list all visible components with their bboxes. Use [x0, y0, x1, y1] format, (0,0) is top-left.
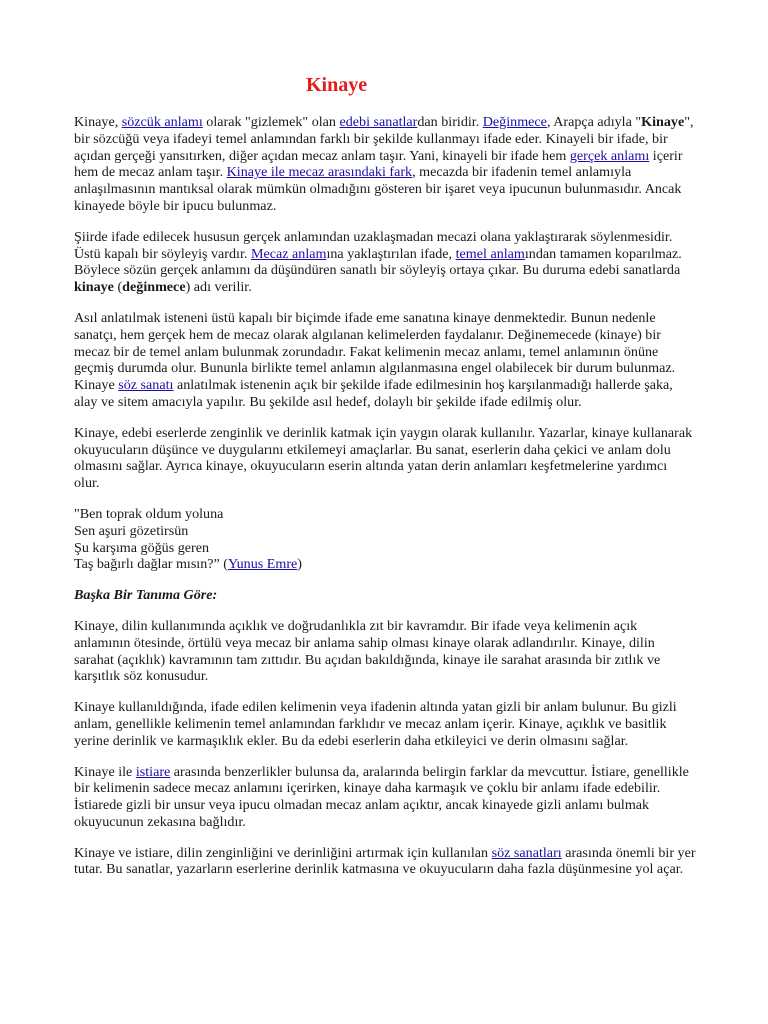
paragraph-1 — [74, 114, 696, 215]
document-page — [74, 70, 696, 878]
poem-line: "Ben toprak oldum yoluna — [74, 505, 224, 522]
paragraph-2 — [74, 229, 696, 296]
text: arasında önemli bir yer tutar. Bu sanatlar, yazarların eserlerine derinlik katmasına ve okuyucuların daha fazla düşünmesine yol açar. — [74, 844, 696, 878]
text: anlatılmak istenenin açık bir şekilde ifade edilmesinin hoş karşılanmadığı hallerde şaka, alay ve sitem amacıyla yapılır. Bu şekilde asıl hedef, dolaylı bir şekilde ifade edilmiş olur. — [74, 377, 673, 410]
text: Kinaye, — [74, 114, 122, 130]
link-kinaye-mecaz-fark[interactable]: Kinaye ile mecaz arasındaki fark — [226, 164, 413, 181]
paragraph-5: Kinaye, dilin kullanımında açıklık ve doğrudanlıkla zıt bir kavramdır. Bir ifade veya kelimenin açık anlamının ötesinde, örtülü veya mecaz bir anlama sahip olması kinaye olarak adlandırılır. Kinaye, dilin sarahat (açıklık) kavramının tam zıttıdır. Bu açıdan bakıldığında, kinaye ile sarahat arasında bir zıtlık ve karşıtlık söz konusudur. — [74, 617, 661, 685]
bold-term: Kinaye — [641, 114, 685, 130]
text: Kinaye ile — [74, 763, 136, 780]
link-deginmece[interactable]: Değinmece — [482, 114, 547, 130]
paragraph-7 — [74, 764, 696, 831]
text: , Arapça adıyla " — [546, 114, 642, 130]
text: , mecazda bir ifadenin temel anlamıyla anlaşılmasının mantıksal olarak mümkün olmadığını gösteren bir işaret veya ipucunun bulunmasıdır. Ancak kinayede böyle bir ipucu bulunmaz. — [74, 164, 682, 214]
text: Şiirde ifade edilecek hususun gerçek anlamından uzaklaşmadan mecazi olana yaklaştırarak söylenmesidir. Üstü kapalı bir söyleyiş vardır. — [74, 228, 673, 262]
section-subheading: Başka Bir Tanıma Göre: — [74, 587, 218, 604]
poem-line: Şu karşıma göğüs geren — [74, 539, 210, 556]
link-istiare[interactable]: istiare — [135, 763, 171, 780]
text: dan biridir. — [417, 114, 483, 130]
link-sozcuk-anlami[interactable]: sözcük anlamı — [121, 114, 203, 130]
text: arasında benzerlikler bulunsa da, aralarında belirgin farklar da mevcuttur. İstiare, genellikle bir kelimenin sadece mecaz anlamını içerirken, kinaye daha karmaşık ve çoklu bir anlamı ifade edebilir. İstiarede gizli bir unsur veya ipucu olmadan mecaz anlam açıktır, ancak kinayede gizli anlamı bulmak okuyucunun zekasına bağlıdır. — [74, 763, 689, 830]
text: ( — [113, 279, 123, 296]
text: ından tamamen koparılmaz. Böylece sözün gerçek anlamını da düşündüren sanatlı bir söyleyiş ortaya çıkar. Bu duruma edebi sanatlarda — [74, 245, 682, 279]
poem-line: Sen aşuri gözetirsün — [74, 522, 189, 539]
paragraph-6: Kinaye kullanıldığında, ifade edilen kelimenin veya ifadenin altında yatan gizli bir anlam bulunur. Bu gizli anlam, genellikle kelimenin temel anlamından farklıdır ve mecaz anlam içerir. Kinaye, açıklık ve basitlik yerine derinlik ve karmaşıklık ekler. Bu da edebi eserlerin daha etkileyici ve derin olmasını sağlar. — [74, 699, 677, 749]
text: ) — [297, 556, 302, 573]
page-title: Kinaye — [306, 74, 368, 96]
link-soz-sanatlari[interactable]: söz sanatları — [491, 844, 562, 861]
bold-term: kinaye — [74, 279, 114, 296]
paragraph-3 — [74, 310, 696, 411]
link-temel-anlam[interactable]: temel anlam — [455, 245, 525, 262]
paragraph-8 — [74, 845, 696, 879]
text: içerir hem de mecaz anlam taşır. — [74, 147, 683, 181]
text: Kinaye ve istiare, dilin zenginliğini ve derinliğini artırmak için kullanılan — [74, 844, 492, 861]
link-gercek-anlami[interactable]: gerçek anlamı — [569, 147, 650, 164]
text: Asıl anlatılmak isteneni üstü kapalı bir biçimde ifade eme sanatına kinaye denmektedir. Bunun nedenle sanatçı, hem gerçek hem de mecaz olarak algılanan kelimelerden faydalanır. Değinemecede (kinaye) bir mecaz bir de temel anlam bulunmak zorundadır. Fakat kelimenin mecaz anlamı, temel anlamının önüne geçmiş durumda olur. Bununla birlikte temel anlamın algılanmasına engel olabilecek bir durum bulunmaz. Kinaye — [74, 309, 676, 394]
text: olarak "gizlemek" olan — [202, 114, 340, 130]
paragraph-4: Kinaye, edebi eserlerde zenginlik ve derinlik katmak için yaygın olarak kullanılır. Yazarlar, kinaye kullanarak okuyucuların düşünce ve duygularını etkilemeyi amaçlarlar. Bu sanat, eserlerin daha çekici ve anlam dolu olmasını sağlar. Ayrıca kinaye, okuyucuların eserin altında yatan derin anlamları keşfetmelerine yardımcı olur. — [74, 424, 693, 492]
text: ına yaklaştırılan ifade, — [326, 245, 456, 262]
link-mecaz-anlam[interactable]: Mecaz anlam — [250, 245, 327, 262]
text: ", bir sözcüğü veya ifadeyi temel anlamından farklı bir şekilde kullanmayı ifade eder. Kinayeli bir ifade, bir açıdan gerçeği yansıtırken, diğer açıdan mecaz anlam taşır. Yani, kinayeli bir ifade hem — [74, 114, 694, 164]
link-edebi-sanatlar[interactable]: edebi sanatlar — [339, 114, 418, 130]
link-yunus-emre[interactable]: Yunus Emre — [228, 556, 298, 573]
text: ) adı verilir. — [185, 279, 252, 296]
poem — [74, 506, 696, 573]
poem-line: Taş bağırlı dağlar mısın?” ( — [74, 556, 228, 573]
bold-term: değinmece — [122, 279, 186, 296]
link-soz-sanati[interactable]: söz sanatı — [118, 377, 174, 394]
